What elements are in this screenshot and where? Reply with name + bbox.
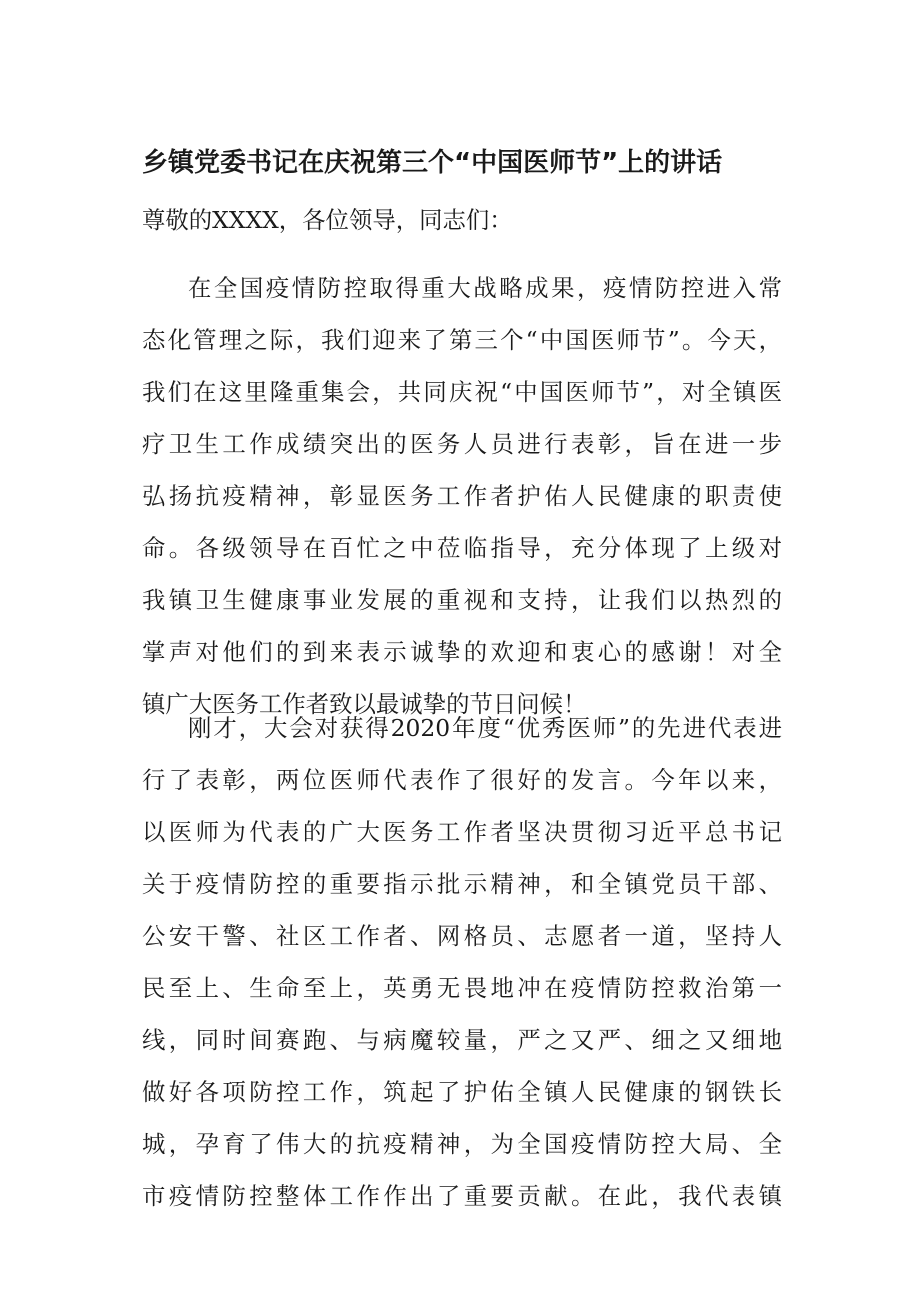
greeting-text: 尊敬的XXXX，各位领导，同志们：	[142, 206, 513, 234]
paragraph-line: 做好各项防控工作，筑起了护佑全镇人民健康的钢铁长	[142, 1078, 782, 1106]
paragraph-line: 市疫情防控整体工作作出了重要贡献。在此，我代表镇	[142, 1182, 782, 1210]
paragraph-line: 民至上、生命至上，英勇无畏地冲在疫情防控救治第一	[142, 974, 782, 1002]
greeting-line	[142, 194, 782, 246]
paragraph-line: 镇广大医务工作者致以最诚挚的节日问候！	[142, 690, 587, 718]
paragraph-2	[142, 702, 782, 1222]
paragraph-line: 疗卫生工作成绩突出的医务人员进行表彰，旨在进一步	[142, 430, 782, 458]
document-title: 乡镇党委书记在庆祝第三个“中国医师节”上的讲话	[142, 148, 723, 178]
paragraph-line: 刚才，大会对获得2020年度“优秀医师”的先进代表进	[188, 714, 782, 742]
paragraph-line: 以医师为代表的广大医务工作者坚决贯彻习近平总书记	[142, 818, 782, 846]
paragraph-line: 线，同时间赛跑、与病魔较量，严之又严、细之又细地	[142, 1026, 782, 1054]
paragraph-1	[142, 262, 782, 730]
paragraph-line: 我镇卫生健康事业发展的重视和支持，让我们以热烈的	[142, 586, 782, 614]
paragraph-line: 命。各级领导在百忙之中莅临指导，充分体现了上级对	[142, 534, 782, 562]
paragraph-line: 城，孕育了伟大的抗疫精神，为全国疫情防控大局、全	[142, 1130, 782, 1158]
paragraph-line: 在全国疫情防控取得重大战略成果，疫情防控进入常	[188, 274, 782, 302]
paragraph-line: 我们在这里隆重集会，共同庆祝“中国医师节”，对全镇医	[142, 378, 782, 406]
paragraph-line: 掌声对他们的到来表示诚挚的欢迎和衷心的感谢！对全	[142, 638, 782, 666]
paragraph-line: 弘扬抗疫精神，彰显医务工作者护佑人民健康的职责使	[142, 482, 782, 510]
paragraph-line: 行了表彰，两位医师代表作了很好的发言。今年以来，	[142, 766, 782, 794]
paragraph-line: 关于疫情防控的重要指示批示精神，和全镇党员干部、	[142, 870, 782, 898]
paragraph-line: 公安干警、社区工作者、网格员、志愿者一道，坚持人	[142, 922, 782, 950]
paragraph-line: 态化管理之际，我们迎来了第三个“中国医师节”。今天，	[142, 326, 782, 354]
